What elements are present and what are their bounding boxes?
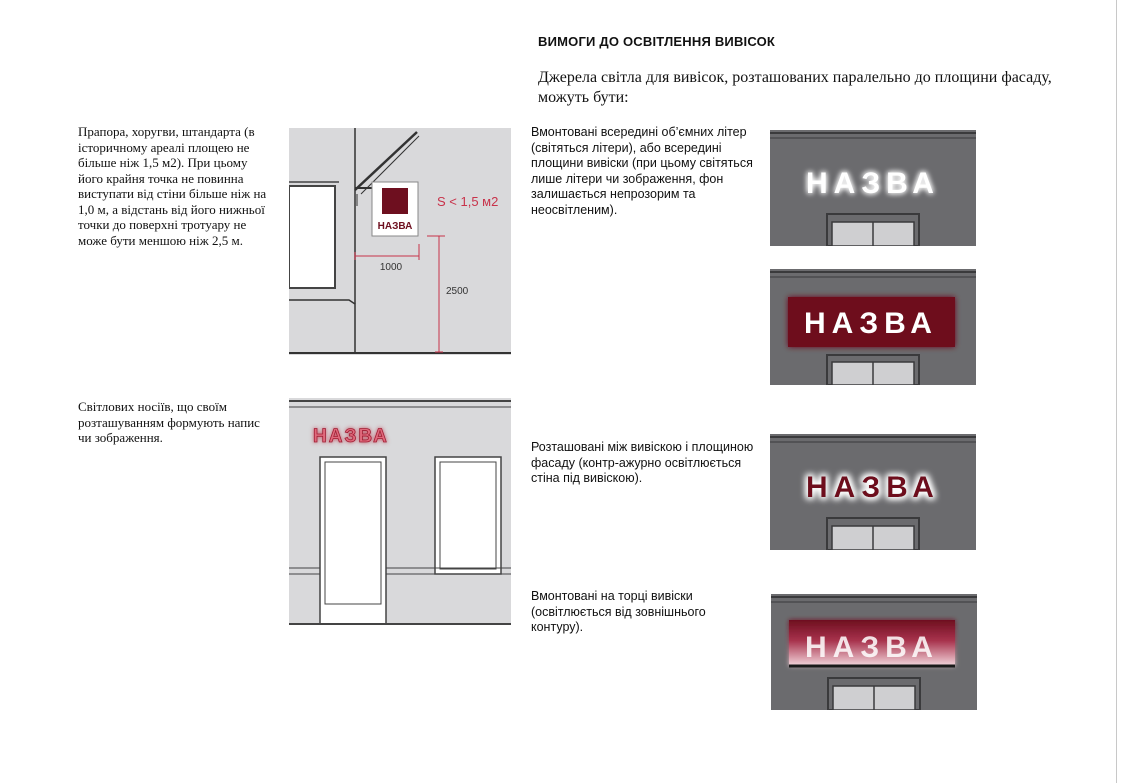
edge-lit-text: НАЗВА	[805, 631, 939, 664]
example-glowing-letters	[770, 130, 976, 246]
flag-sign-diagram	[289, 128, 511, 355]
example-edge-lit-sign	[771, 594, 977, 710]
facade-light-lettering: НАЗВА	[313, 426, 389, 447]
intro-text: Джерела світла для вивісок, розташованих паралельно до площини фасаду, можуть бути:	[538, 69, 1052, 106]
panel-letters-text: НАЗВА	[804, 307, 938, 340]
example-backlit-letters	[770, 434, 976, 550]
internal-lighting-text: Вмонтовані всередині об’ємних літер (світяться літери), або всередині площини вивіски (при цьому світяться лише літери чи зображення, фон залишається непрозорим та неосвітленим).	[531, 125, 753, 217]
flag-sign-text: НАЗВА	[377, 221, 413, 232]
flag-requirements-text: Прапора, хоругви, штандарта (в історичному ареалі площею не більше ніж 1,5 м2). При цьому його крайня точка не повинна виступати від стіни більше ніж на 1,0 м, а відстань від його нижньої точки до поверхні тротуару не може бути меншою ніж 2,5 м.	[78, 124, 267, 248]
bracket-arm	[355, 132, 417, 190]
facade-lettering-diagram	[289, 398, 511, 625]
light-carriers-text: Світлових носіїв, що своїм розташуванням формують напис чи зображення.	[78, 399, 260, 445]
glowing-letters-text: НАЗВА	[806, 167, 940, 200]
edge-lighting-text: Вмонтовані на торці вивіски (освітлюється від зовнішнього контуру).	[531, 589, 706, 634]
example-panel-letters	[770, 269, 976, 385]
flag-logo	[382, 188, 408, 214]
area-label: S < 1,5 м2	[437, 194, 499, 209]
window-outline	[289, 186, 335, 288]
backlit-lighting-text: Розташовані між вивіскою і площиною фасаду (контр-ажурно освітлюється стіна під вивіскою).	[531, 440, 754, 485]
backlit-letters-text: НАЗВА	[806, 471, 940, 504]
page-edge-line	[1116, 0, 1117, 783]
height-dimension-label: 2500	[446, 286, 469, 297]
width-dimension-label: 1000	[379, 262, 403, 273]
page-heading: ВИМОГИ ДО ОСВІТЛЕННЯ ВИВІСОК	[538, 34, 776, 49]
